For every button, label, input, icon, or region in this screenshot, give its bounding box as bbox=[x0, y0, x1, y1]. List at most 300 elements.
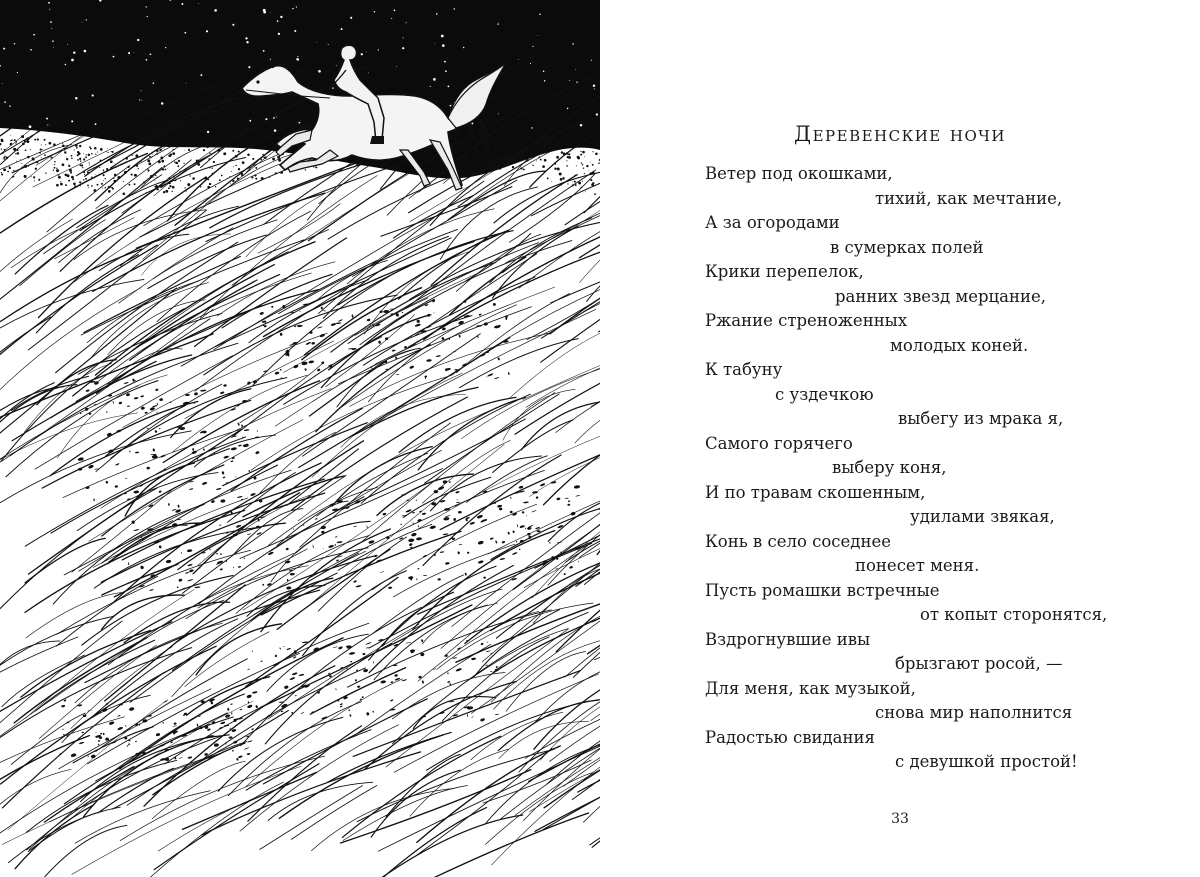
speckle bbox=[544, 159, 547, 162]
speckle bbox=[458, 134, 460, 136]
speckle bbox=[221, 175, 223, 177]
speckle bbox=[4, 159, 5, 160]
speckle bbox=[83, 158, 85, 160]
speckle bbox=[247, 153, 250, 156]
star bbox=[150, 53, 152, 55]
speckle bbox=[138, 168, 139, 169]
speckle bbox=[215, 186, 217, 188]
speckle bbox=[76, 147, 78, 149]
speckle bbox=[38, 179, 40, 181]
speckle bbox=[206, 146, 208, 148]
star bbox=[153, 82, 155, 84]
speckle bbox=[183, 163, 184, 164]
speckle bbox=[556, 156, 559, 159]
star bbox=[361, 53, 363, 55]
star bbox=[454, 8, 455, 9]
speckle bbox=[566, 165, 568, 167]
speckle bbox=[25, 149, 27, 151]
star bbox=[498, 113, 499, 114]
speckle bbox=[7, 171, 9, 173]
star bbox=[184, 32, 186, 34]
star bbox=[567, 108, 569, 110]
speckle bbox=[567, 156, 569, 158]
speckle bbox=[575, 184, 577, 186]
speckle bbox=[44, 154, 46, 156]
speckle bbox=[490, 154, 492, 156]
speckle bbox=[590, 179, 592, 181]
speckle bbox=[536, 160, 537, 161]
speckle bbox=[223, 152, 226, 155]
speckle bbox=[500, 131, 501, 132]
poem-line: Конь в село соседнее bbox=[705, 531, 891, 551]
star bbox=[214, 9, 217, 12]
speckle bbox=[252, 158, 254, 160]
speckle bbox=[219, 179, 221, 181]
star bbox=[75, 97, 77, 99]
speckle bbox=[53, 169, 54, 170]
speckle bbox=[310, 126, 313, 129]
poem-line: с уздечкою bbox=[775, 384, 874, 404]
speckle bbox=[582, 164, 584, 166]
speckle bbox=[56, 168, 57, 169]
speckle bbox=[187, 183, 190, 186]
speckle bbox=[586, 165, 588, 167]
star bbox=[147, 16, 148, 17]
speckle bbox=[88, 187, 89, 188]
speckle bbox=[108, 190, 111, 193]
text-page bbox=[600, 0, 1200, 877]
speckle bbox=[110, 160, 113, 163]
speckle bbox=[470, 127, 472, 129]
star bbox=[594, 88, 595, 89]
speckle bbox=[68, 163, 69, 164]
speckle bbox=[78, 154, 80, 156]
speckle bbox=[233, 166, 234, 167]
poem-line: А за огородами bbox=[705, 213, 840, 232]
star bbox=[572, 43, 574, 45]
star bbox=[472, 123, 474, 125]
star bbox=[294, 30, 296, 32]
poem-line: удилами звякая, bbox=[910, 507, 1055, 526]
speckle bbox=[154, 177, 155, 178]
speckle bbox=[551, 142, 552, 143]
speckle bbox=[532, 165, 534, 167]
star bbox=[292, 8, 293, 9]
speckle bbox=[1, 173, 3, 175]
star bbox=[113, 56, 115, 58]
star bbox=[530, 63, 531, 64]
speckle bbox=[112, 188, 114, 190]
speckle bbox=[192, 177, 195, 180]
star bbox=[544, 80, 545, 81]
star bbox=[366, 52, 367, 53]
page-number: 33 bbox=[891, 811, 909, 827]
speckle bbox=[509, 126, 510, 127]
star bbox=[575, 69, 576, 70]
speckle bbox=[523, 168, 525, 170]
star bbox=[532, 46, 533, 47]
star bbox=[186, 83, 187, 84]
speckle bbox=[231, 171, 232, 172]
speckle bbox=[58, 176, 61, 179]
star bbox=[436, 13, 438, 15]
speckle bbox=[213, 161, 215, 163]
speckle bbox=[580, 154, 582, 156]
speckle bbox=[188, 149, 190, 151]
speckle bbox=[71, 157, 73, 159]
speckle bbox=[568, 154, 569, 155]
speckle bbox=[103, 169, 105, 171]
star bbox=[134, 52, 135, 53]
speckle bbox=[97, 184, 99, 186]
speckle bbox=[582, 151, 585, 154]
speckle bbox=[1, 149, 2, 150]
star bbox=[430, 86, 431, 87]
star bbox=[543, 71, 545, 73]
star bbox=[67, 44, 68, 45]
star bbox=[368, 73, 369, 74]
star bbox=[445, 70, 447, 72]
poem-line: И по травам скошенным, bbox=[705, 482, 926, 502]
speckle bbox=[20, 159, 21, 160]
star bbox=[318, 70, 321, 73]
star bbox=[576, 82, 577, 83]
speckle bbox=[517, 131, 518, 132]
speckle bbox=[580, 151, 581, 152]
speckle bbox=[551, 181, 552, 182]
speckle bbox=[4, 156, 6, 158]
star bbox=[328, 44, 329, 45]
speckle bbox=[45, 144, 46, 145]
poem-line: молодых коней. bbox=[890, 335, 1029, 355]
star bbox=[9, 105, 11, 107]
speckle bbox=[66, 158, 68, 160]
speckle bbox=[583, 167, 584, 168]
star bbox=[270, 12, 271, 13]
speckle bbox=[574, 181, 576, 183]
poem-line: К табуну bbox=[705, 360, 783, 379]
speckle bbox=[13, 170, 14, 171]
speckle bbox=[588, 170, 589, 171]
speckle bbox=[62, 143, 63, 144]
speckle bbox=[585, 191, 586, 192]
star bbox=[531, 127, 532, 128]
speckle bbox=[560, 178, 563, 181]
speckle bbox=[85, 156, 87, 158]
speckle bbox=[547, 177, 549, 179]
poem-line: снова мир наполнится bbox=[875, 703, 1073, 722]
speckle bbox=[111, 151, 112, 152]
star bbox=[297, 59, 299, 61]
speckle bbox=[68, 165, 70, 167]
star bbox=[141, 90, 142, 91]
speckle bbox=[102, 188, 103, 189]
speckle bbox=[457, 130, 459, 132]
speckle bbox=[554, 167, 556, 169]
star bbox=[591, 60, 592, 61]
speckle bbox=[429, 148, 431, 150]
speckle bbox=[95, 154, 96, 155]
star bbox=[14, 43, 15, 44]
speckle bbox=[189, 175, 190, 176]
speckle bbox=[578, 182, 581, 185]
star bbox=[316, 42, 317, 43]
star bbox=[33, 34, 35, 36]
speckle bbox=[71, 155, 73, 157]
star bbox=[402, 47, 404, 49]
speckle bbox=[81, 164, 83, 166]
star bbox=[249, 120, 251, 122]
speckle bbox=[530, 154, 531, 155]
speckle bbox=[237, 177, 238, 178]
speckle bbox=[37, 138, 39, 140]
speckle bbox=[237, 144, 238, 145]
poem-line: Ржание стреноженных bbox=[705, 311, 908, 330]
star bbox=[518, 59, 519, 60]
star bbox=[296, 6, 297, 7]
speckle bbox=[79, 158, 81, 160]
speckle bbox=[54, 161, 56, 163]
speckle bbox=[567, 183, 568, 184]
speckle bbox=[105, 187, 107, 189]
star bbox=[450, 105, 452, 107]
speckle bbox=[14, 139, 16, 141]
speckle bbox=[41, 145, 42, 146]
speckle bbox=[555, 141, 557, 143]
speckle bbox=[34, 180, 35, 181]
speckle bbox=[460, 140, 461, 141]
speckle bbox=[590, 162, 591, 163]
speckle bbox=[64, 151, 66, 153]
speckle bbox=[520, 142, 521, 143]
star bbox=[92, 94, 94, 96]
speckle bbox=[250, 142, 251, 143]
star bbox=[47, 124, 48, 125]
star bbox=[391, 18, 392, 19]
speckle bbox=[561, 151, 563, 153]
star bbox=[245, 37, 247, 39]
speckle bbox=[209, 183, 211, 185]
speckle bbox=[592, 164, 594, 166]
speckle bbox=[100, 148, 103, 151]
speckle bbox=[167, 168, 168, 169]
poem-line: понесет меня. bbox=[855, 556, 980, 575]
speckle bbox=[473, 140, 474, 141]
star bbox=[442, 44, 445, 47]
speckle bbox=[242, 161, 245, 164]
rider-boot bbox=[370, 136, 384, 144]
speckle bbox=[550, 143, 552, 145]
speckle bbox=[515, 163, 516, 164]
star bbox=[277, 20, 279, 22]
speckle bbox=[460, 135, 461, 136]
poem-line: тихий, как мечтание, bbox=[875, 188, 1063, 208]
speckle bbox=[480, 120, 482, 122]
speckle bbox=[45, 172, 46, 173]
speckle bbox=[172, 152, 175, 155]
speckle bbox=[494, 148, 497, 151]
star bbox=[181, 3, 183, 5]
speckle bbox=[430, 154, 431, 155]
speckle bbox=[524, 139, 525, 140]
speckle bbox=[557, 167, 560, 170]
poem-line: Вздрогнувшие ивы bbox=[705, 629, 871, 649]
star bbox=[263, 9, 266, 12]
speckle bbox=[77, 151, 79, 153]
speckle bbox=[520, 158, 522, 160]
speckle bbox=[165, 190, 168, 193]
speckle bbox=[172, 186, 175, 189]
star bbox=[71, 120, 73, 122]
speckle bbox=[30, 149, 31, 150]
star bbox=[29, 125, 32, 128]
speckle bbox=[305, 169, 306, 170]
speckle bbox=[87, 185, 89, 187]
speckle bbox=[11, 139, 13, 141]
speckle bbox=[91, 153, 93, 155]
poem-line: Самого горячего bbox=[705, 433, 853, 453]
speckle bbox=[131, 174, 133, 176]
speckle bbox=[577, 157, 580, 160]
speckle bbox=[134, 174, 137, 177]
star bbox=[270, 59, 271, 60]
speckle bbox=[165, 169, 167, 171]
speckle bbox=[272, 141, 273, 142]
speckle bbox=[1, 139, 4, 142]
speckle bbox=[74, 149, 75, 150]
speckle bbox=[170, 153, 172, 155]
speckle bbox=[168, 187, 170, 189]
speckle bbox=[122, 192, 125, 195]
speckle bbox=[174, 161, 175, 162]
speckle bbox=[86, 154, 87, 155]
speckle bbox=[549, 145, 550, 146]
speckle bbox=[49, 142, 52, 145]
poem-line: выберу коня, bbox=[832, 458, 947, 477]
speckle bbox=[105, 178, 106, 179]
poem-line: выбегу из мрака я, bbox=[898, 409, 1064, 428]
speckle bbox=[65, 184, 67, 186]
star bbox=[403, 37, 404, 38]
poem-line: Для меня, как музыкой, bbox=[705, 678, 916, 698]
star bbox=[46, 118, 48, 120]
star bbox=[207, 131, 209, 133]
speckle bbox=[255, 178, 257, 180]
speckle bbox=[508, 137, 509, 138]
poem-line: Ветер под окошками, bbox=[705, 164, 893, 183]
speckle bbox=[114, 163, 115, 164]
speckle bbox=[15, 142, 16, 143]
speckle bbox=[95, 174, 96, 175]
speckle bbox=[423, 154, 424, 155]
speckle bbox=[527, 149, 528, 150]
speckle bbox=[484, 135, 486, 137]
poem-line: с девушкой простой! bbox=[895, 752, 1078, 771]
speckle bbox=[486, 140, 488, 142]
speckle bbox=[3, 157, 5, 159]
star bbox=[406, 22, 407, 23]
star bbox=[539, 13, 541, 15]
speckle bbox=[238, 151, 240, 153]
star bbox=[232, 24, 234, 26]
speckle bbox=[25, 177, 26, 178]
speckle bbox=[83, 153, 84, 154]
poem-line: ранних звезд мерцание, bbox=[835, 286, 1047, 306]
speckle bbox=[185, 150, 186, 151]
speckle bbox=[592, 151, 593, 152]
star bbox=[48, 2, 50, 4]
speckle bbox=[108, 152, 109, 153]
star bbox=[200, 74, 202, 76]
star bbox=[4, 101, 6, 103]
star bbox=[497, 23, 498, 24]
speckle bbox=[566, 160, 567, 161]
speckle bbox=[559, 173, 562, 176]
speckle bbox=[171, 156, 172, 157]
speckle bbox=[569, 143, 570, 144]
speckle bbox=[478, 158, 480, 160]
speckle bbox=[155, 180, 156, 181]
speckle bbox=[62, 163, 65, 166]
speckle bbox=[42, 149, 43, 150]
speckle bbox=[542, 165, 545, 168]
star bbox=[71, 59, 74, 62]
speckle bbox=[123, 181, 124, 182]
poem-line: Пусть ромашки встречные bbox=[705, 580, 940, 600]
star bbox=[248, 66, 250, 68]
speckle bbox=[480, 122, 483, 125]
speckle bbox=[73, 182, 76, 185]
speckle bbox=[83, 179, 84, 180]
speckle bbox=[230, 183, 231, 184]
star bbox=[137, 39, 139, 41]
speckle bbox=[177, 157, 178, 158]
star bbox=[161, 102, 163, 104]
speckle bbox=[286, 131, 289, 134]
speckle bbox=[255, 167, 257, 169]
speckle bbox=[572, 182, 573, 183]
star bbox=[394, 9, 396, 11]
speckle bbox=[71, 176, 74, 179]
speckle bbox=[540, 159, 542, 161]
speckle bbox=[68, 180, 70, 182]
speckle bbox=[84, 174, 85, 175]
speckle bbox=[289, 129, 290, 130]
speckle bbox=[486, 121, 488, 123]
star bbox=[52, 40, 54, 42]
speckle bbox=[90, 149, 91, 150]
speckle bbox=[60, 181, 61, 182]
speckle bbox=[41, 157, 42, 158]
poem-line: Радостью свидания bbox=[705, 727, 875, 747]
speckle bbox=[82, 167, 83, 168]
speckle bbox=[91, 185, 93, 187]
speckle bbox=[468, 125, 471, 128]
speckle bbox=[576, 165, 577, 166]
speckle bbox=[490, 137, 492, 139]
speckle bbox=[97, 151, 98, 152]
speckle bbox=[461, 143, 462, 144]
speckle bbox=[176, 162, 178, 164]
speckle bbox=[70, 172, 72, 174]
speckle bbox=[178, 160, 180, 162]
speckle bbox=[275, 141, 276, 142]
speckle bbox=[79, 181, 81, 183]
poem-line: от копыт сторонятся, bbox=[920, 605, 1108, 624]
speckle bbox=[155, 175, 156, 176]
speckle bbox=[581, 162, 582, 163]
speckle bbox=[1, 172, 2, 173]
